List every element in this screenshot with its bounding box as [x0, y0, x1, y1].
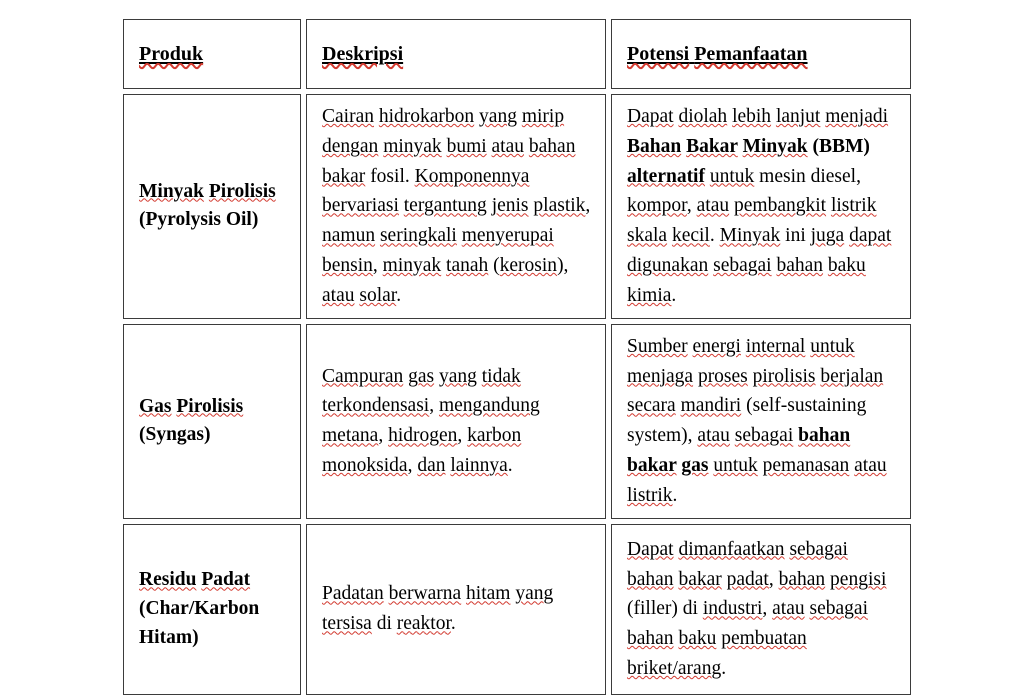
table-header-cell-potensi — [611, 19, 911, 89]
header-label-produk: Produk — [139, 42, 204, 65]
cell-deskripsi — [306, 324, 606, 519]
cell-potensi — [611, 324, 911, 519]
product-name: Minyak Pirolisis (Pyrolysis Oil) — [139, 180, 276, 231]
cell-produk — [123, 94, 301, 319]
cell-produk — [123, 524, 301, 695]
product-table — [118, 14, 916, 700]
description-text: Padatan berwarna hitam yang tersisa di reaktor. — [322, 583, 554, 635]
header-label-deskripsi: Deskripsi — [322, 42, 404, 65]
description-text: Campuran gas yang tidak terkondensasi, mengandung metana, hidrogen, karbon monoksida, dan lainnya. — [322, 365, 540, 477]
cell-produk — [123, 324, 301, 519]
table-header-row — [123, 19, 911, 89]
description-text: Cairan hidrokarbon yang mirip dengan minyak bumi atau bahan bakar fosil. Komponennya bervariasi tergantung jenis plastik, namun seringkali menyerupai bensin, minyak tanah (kerosin), atau solar. — [322, 106, 591, 306]
product-name: Residu Padat (Char/Karbon Hitam) — [139, 569, 260, 648]
product-name: Gas Pirolisis (Syngas) — [139, 395, 244, 446]
potential-text: Sumber energi internal untuk menjaga proses pirolisis berjalan secara mandiri (self-sustaining system), atau sebagai bahan bakar gas untuk pemanasan atau listrik. — [627, 335, 887, 506]
table-row — [123, 324, 911, 519]
table-row — [123, 524, 911, 695]
table-row — [123, 94, 911, 319]
header-label-potensi: Potensi Pemanfaatan — [627, 42, 808, 65]
table-header-cell-produk — [123, 19, 301, 89]
cell-deskripsi — [306, 524, 606, 695]
cell-potensi — [611, 524, 911, 695]
table-header-cell-deskripsi — [306, 19, 606, 89]
potential-text: Dapat diolah lebih lanjut menjadi Bahan Bakar Minyak (BBM) alternatif untuk mesin diesel, kompor, atau pembangkit listrik skala kecil. Minyak ini juga dapat digunakan sebagai bahan baku kimia. — [627, 106, 892, 306]
potential-text: Dapat dimanfaatkan sebagai bahan bakar padat, bahan pengisi (filler) di industri, atau sebagai bahan baku pembuatan briket/arang. — [627, 538, 887, 679]
cell-potensi — [611, 94, 911, 319]
cell-deskripsi — [306, 94, 606, 319]
